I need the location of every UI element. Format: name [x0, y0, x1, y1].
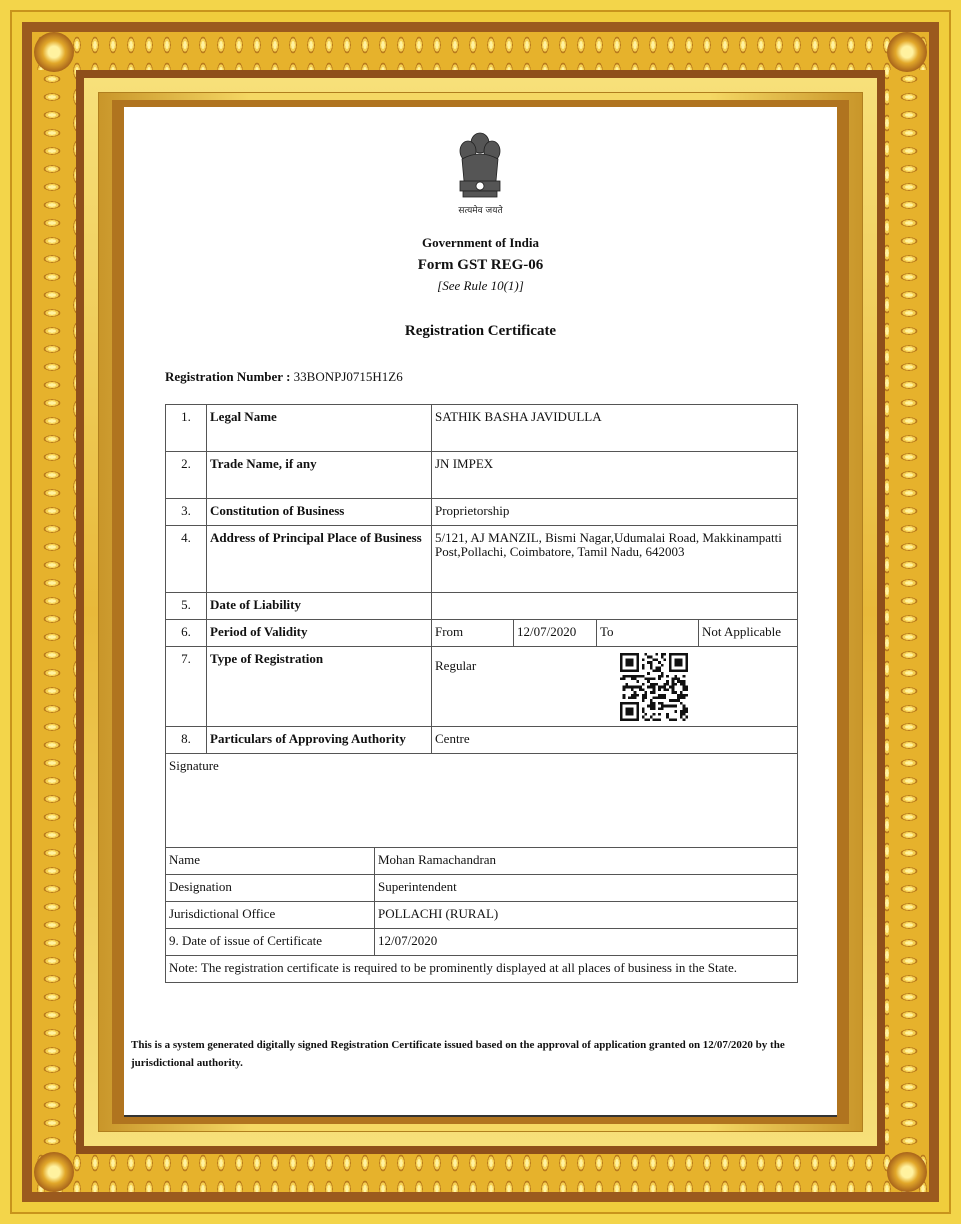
- row-label: Trade Name, if any: [207, 452, 432, 499]
- row-label: Constitution of Business: [207, 499, 432, 526]
- row-number: 1.: [166, 405, 207, 452]
- form-title: Form GST REG-06: [417, 257, 544, 273]
- office-value: POLLACHI (RURAL): [375, 902, 798, 929]
- row-label: Period of Validity: [207, 620, 432, 647]
- frame-corner-ornament: [887, 32, 927, 72]
- trade-name-value: JN IMPEX: [432, 452, 798, 499]
- name-value: Mohan Ramachandran: [375, 848, 798, 875]
- issue-date-label: 9. Date of issue of Certificate: [166, 929, 375, 956]
- validity-to-value: Not Applicable: [699, 620, 798, 647]
- frame-corner-ornament: [34, 32, 74, 72]
- certificate-paper: [124, 107, 837, 1117]
- row-label: Particulars of Approving Authority: [207, 727, 432, 754]
- certificate-title: Registration Certificate: [404, 323, 557, 339]
- approving-authority-value: Centre: [432, 727, 798, 754]
- table-row: [166, 727, 798, 754]
- table-row: [166, 929, 798, 956]
- table-row: [166, 956, 798, 983]
- registration-number-value: 33BONPJ0715H1Z6: [293, 369, 403, 384]
- table-row: [166, 647, 798, 727]
- table-row: [166, 902, 798, 929]
- table-row: [166, 405, 798, 452]
- row-number: 3.: [166, 499, 207, 526]
- table-row: [166, 499, 798, 526]
- government-heading: Government of India: [422, 235, 539, 250]
- designation-value: Superintendent: [375, 875, 798, 902]
- office-label: Jurisdictional Office: [166, 902, 375, 929]
- frame-ornament-left: [32, 70, 72, 1154]
- details-table: [165, 404, 798, 754]
- validity-to-label: To: [597, 620, 699, 647]
- row-number: 6.: [166, 620, 207, 647]
- row-label: Address of Principal Place of Business: [207, 526, 432, 593]
- signature-table: [165, 753, 798, 983]
- row-number: 4.: [166, 526, 207, 593]
- name-label: Name: [166, 848, 375, 875]
- row-label: Type of Registration: [207, 647, 432, 727]
- designation-label: Designation: [166, 875, 375, 902]
- frame-corner-ornament: [34, 1152, 74, 1192]
- registration-type-value: Regular: [432, 647, 798, 727]
- registration-number-line: [165, 369, 403, 385]
- legal-name-value: SATHIK BASHA JAVIDULLA: [432, 405, 798, 452]
- row-number: 5.: [166, 593, 207, 620]
- table-row: [166, 593, 798, 620]
- table-row: [166, 754, 798, 848]
- signature-label: Signature: [166, 754, 798, 848]
- validity-from-label: From: [432, 620, 514, 647]
- table-row: [166, 620, 798, 647]
- row-number: 8.: [166, 727, 207, 754]
- system-generated-note: This is a system generated digitally signed Registration Certificate issued based on the approval of application granted on 12/07/2020 by the jurisdictional authority.: [131, 1039, 785, 1069]
- table-row: [166, 848, 798, 875]
- issue-date-value: 12/07/2020: [375, 929, 798, 956]
- display-note: Note: The registration certificate is required to be prominently displayed at all places of business in the State.: [166, 956, 798, 983]
- row-number: 2.: [166, 452, 207, 499]
- emblem-motto: सत्यमेव जयते: [458, 206, 503, 216]
- table-row: [166, 526, 798, 593]
- validity-from-value: 12/07/2020: [514, 620, 597, 647]
- table-row: [166, 875, 798, 902]
- frame-corner-ornament: [887, 1152, 927, 1192]
- date-of-liability-value: [432, 593, 798, 620]
- table-row: [166, 452, 798, 499]
- row-number: 7.: [166, 647, 207, 727]
- constitution-value: Proprietorship: [432, 499, 798, 526]
- row-label: Legal Name: [207, 405, 432, 452]
- address-value: 5/121, AJ MANZIL, Bismi Nagar,Udumalai Road, Makkinampatti Post,Pollachi, Coimbatore, Tamil Nadu, 642003: [432, 526, 798, 593]
- row-label: Date of Liability: [207, 593, 432, 620]
- qr-code-icon: [620, 653, 688, 721]
- registration-number-label: Registration Number :: [165, 369, 291, 384]
- rule-reference: [See Rule 10(1)]: [437, 278, 524, 293]
- frame-ornament-right: [889, 70, 929, 1154]
